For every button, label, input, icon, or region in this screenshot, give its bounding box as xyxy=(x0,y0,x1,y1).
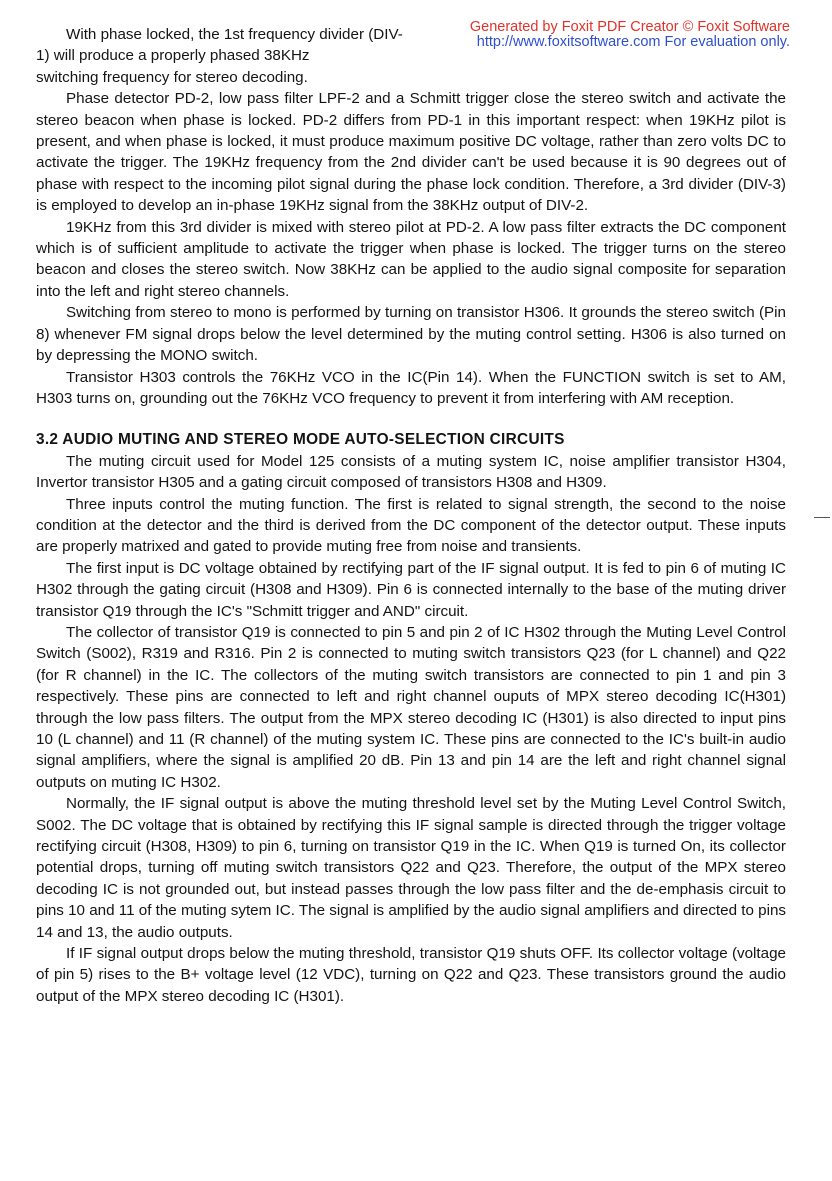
section-heading: 3.2 AUDIO MUTING AND STEREO MODE AUTO-SELECTION CIRCUITS xyxy=(36,431,565,449)
paragraph-muting-circuit: The muting circuit used for Model 125 consists of a muting system IC, noise amplifier transistor H304, Invertor transistor H305 and a gating circuit composed of transistors H308 and H309. xyxy=(36,452,786,492)
paragraph-phase-detector: Phase detector PD-2, low pass filter LPF-2 and a Schmitt trigger close the stereo switch and activate the stereo beacon when phase is locked. PD-2 differs from PD-1 in this important respect: when 19KHz pilot is present, and when phase is locked, it must produce maximum positive DC voltage, rather than zero volts DC to activate the trigger. The 19KHz frequency from the 2nd divider can't be used because it is 90 degrees out of phase with respect to the incoming pilot signal during the phase lock condition. Therefore, a 3rd divider (DIV-3) is employed to develop an in-phase 19KHz signal from the 38KHz output of DIV-2. xyxy=(36,90,786,215)
paragraph-stereo-mono: Switching from stereo to mono is performed by turning on transistor H306. It grounds the stereo switch (Pin 8) whenever FM signal drops below the level determined by the muting control setting. H306 is also turned on by depressing the MONO switch. xyxy=(36,304,786,365)
paragraph-vco: Transistor H303 controls the 76KHz VCO in the IC(Pin 14). When the FUNCTION switch is set to AM, H303 turns on, grounding out the 76KHz VCO frequency to prevent it from interfering with AM reception. xyxy=(36,368,786,407)
margin-mark xyxy=(814,517,830,518)
body-text xyxy=(36,24,786,1007)
paragraph-normal-operation: Normally, the IF signal output is above the muting threshold level set by the Muting Level Control Switch, S002. The DC voltage that is obtained by rectifying this IF signal sample is directed through the trigger voltage rectifying circuit (H308, H309) to pin 6, turning on transistor Q19 in the IC. When Q19 is turned On, its collector potential drops, turning off muting switch transistors Q22 and Q23. Therefore, the output of the MPX stereo decoding IC is not grounded out, but instead passes through the low pass filter and the de-emphasis circuit to pins 10 and 11 of the muting sytem IC. The signal is amplified by the audio signal amplifiers and directed to pins 14 and 13, the audio outputs. xyxy=(36,795,786,941)
watermark-line-1: Generated by Foxit PDF Creator © Foxit Software xyxy=(469,19,790,35)
paragraph-phase-locked-cont: switching frequency for stereo decoding. xyxy=(36,68,308,86)
paragraph-first-input: The first input is DC voltage obtained by rectifying part of the IF signal output. It is fed to pin 6 of muting IC H302 through the gating circuit (H308 and H309). Pin 6 is connected internally to the base of the muting driver transistor Q19 through the IC's "Schmitt trigger and AND" circuit. xyxy=(36,559,786,620)
paragraph-below-threshold: If IF signal output drops below the muting threshold, transistor Q19 shuts OFF. Its collector voltage (voltage of pin 5) rises to the B+ voltage level (12 VDC), turning on Q22 and Q23. These transistors ground the audio output of the MPX stereo decoding IC (H301). xyxy=(36,945,786,1005)
paragraph-third-divider: 19KHz from this 3rd divider is mixed with stereo pilot at PD-2. A low pass filter extracts the DC component which is of sufficient amplitude to activate the trigger when phase is locked. The trigger turns on the stereo beacon and closes the stereo switch. Now 38KHz can be applied to the audio signal composite for separation into the left and right stereo channels. xyxy=(36,218,786,300)
paragraph-collector-q19: The collector of transistor Q19 is connected to pin 5 and pin 2 of IC H302 through the Muting Level Control Switch (S002), R319 and R316. Pin 2 is connected to muting switch transistors Q23 (for L channel) and Q22 (for R channel) in the IC. The collectors of the muting switch transistors are connected to pin 1 and pin 3 respectively. These pins are connected to left and right channel ouputs of MPX stereo decoding IC(H301) through the low pass filters. The output from the MPX stereo decoding IC (H301) is also directed to input pins 10 (L channel) and 11 (R channel) of the muting system IC. These pins are connected to the IC's built-in audio signal amplifiers, where the signal is amplified 20 dB. Pin 13 and pin 14 are the left and right channel signal outputs on muting IC H302. xyxy=(36,623,786,791)
paragraph-phase-locked: With phase locked, the 1st frequency divider (DIV-1) will produce a properly phased 38KHz xyxy=(36,26,403,65)
paragraph-three-inputs: Three inputs control the muting function. The first is related to signal strength, the second to the noise condition at the detector and the third is derived from the DC component of the detector output. These inputs are properly matrixed and gated to provide muting free from noise and transients. xyxy=(36,495,786,556)
watermark-line-2: http://www.foxitsoftware.com For evaluation only. xyxy=(476,34,790,50)
